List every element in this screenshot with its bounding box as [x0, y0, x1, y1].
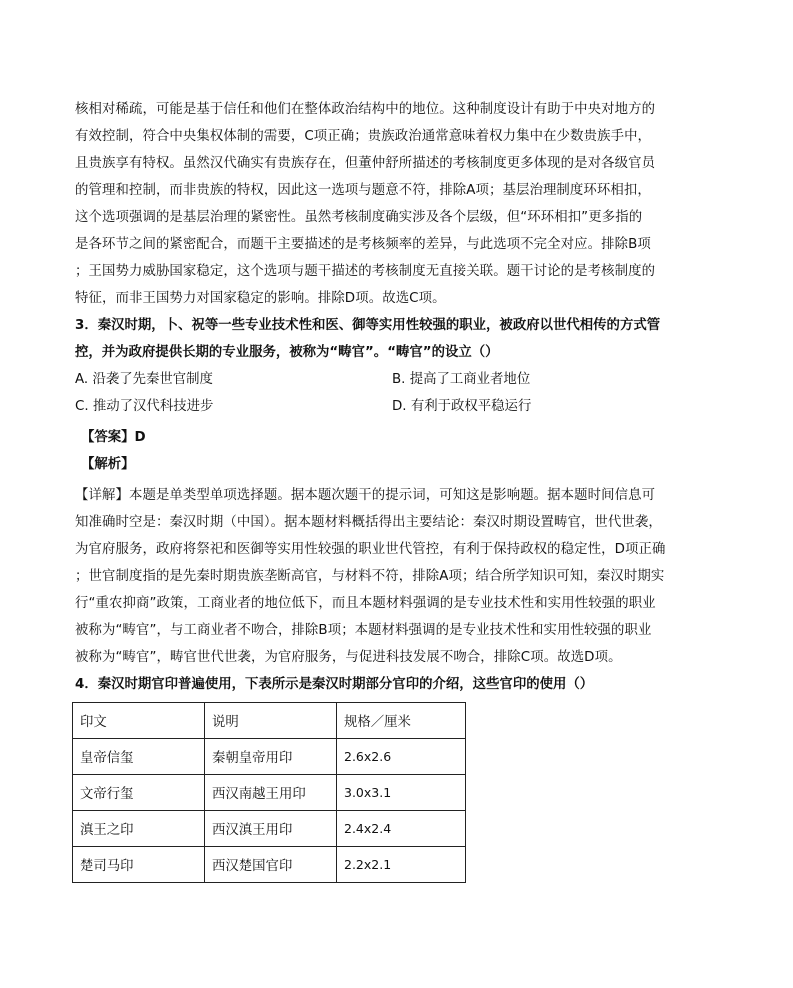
text-line: 行“重农抑商”政策，工商业者的地位低下，而且本题材料强调的是专业技术性和实用性较强的职业 — [75, 596, 656, 611]
table-cell: 3.0x3.1 — [337, 775, 466, 811]
question-stem-line: 3．秦汉时期，卜、祝等一些专业技术性和医、御等实用性较强的职业，被政府以世代相传的方式管 — [75, 318, 661, 333]
table-cell: 2.4x2.4 — [337, 811, 466, 847]
answer-options — [75, 366, 695, 420]
table-cell: 西汉楚国官印 — [205, 847, 337, 883]
text-line: 被称为“畴官”，与工商业者不吻合，排除B项；本题材料强调的是专业技术性和实用性较强的职业 — [75, 623, 652, 638]
table-cell: 2.2x2.1 — [337, 847, 466, 883]
continued-explanation — [75, 96, 695, 312]
column-header: 印文 — [73, 703, 205, 739]
answer-tag: 【答案】D — [81, 430, 146, 445]
text-line: 有效控制，符合中央集权体制的需要，C项正确；贵族政治通常意味着权力集中在少数贵族手中， — [75, 129, 652, 144]
table-row — [73, 775, 466, 811]
question-3 — [75, 312, 695, 671]
table-row — [73, 811, 466, 847]
text-line: ；世官制度指的是先秦时期贵族垄断高官，与材料不符，排除A项；结合所学知识可知，秦汉时期实 — [75, 569, 665, 584]
text-line: 知准确时空是：秦汉时期（中国）。据本题材料概括得出主要结论：秦汉时期设置畴官，世代世袭， — [75, 515, 662, 530]
text-line: 为官府服务，政府将祭祀和医御等实用性较强的职业世代管控，有利于保持政权的稳定性，D项正确 — [75, 542, 666, 557]
option-c: C. 推动了汉代科技进步 — [75, 399, 214, 414]
text-line: ；王国势力威胁国家稳定，这个选项与题干描述的考核制度无直接关联。题干讨论的是考核制度的 — [75, 264, 656, 279]
text-line: 的管理和控制，而非贵族的特权，因此这一选项与题意不符，排除A项；基层治理制度环环相扣， — [75, 183, 651, 198]
document-page — [75, 96, 695, 883]
table-header-row — [73, 703, 466, 739]
table-row — [73, 847, 466, 883]
option-b: B. 提高了工商业者地位 — [392, 372, 531, 387]
analysis-tag: 【解析】 — [81, 457, 135, 472]
option-a: A. 沿袭了先秦世官制度 — [75, 372, 213, 387]
question-4 — [75, 671, 695, 883]
table-cell: 2.6x2.6 — [337, 739, 466, 775]
table-cell: 皇帝信玺 — [73, 739, 205, 775]
text-line: 被称为“畴官”，畴官世代世袭，为官府服务，与促进科技发展不吻合，排除C项。故选D项。 — [75, 650, 622, 665]
detailed-explanation — [75, 482, 695, 671]
text-line: 这个选项强调的是基层治理的紧密性。虽然考核制度确实涉及各个层级，但“环环相扣”更多指的 — [75, 210, 643, 225]
table-cell: 西汉滇王用印 — [205, 811, 337, 847]
question-stem: 4．秦汉时期官印普遍使用，下表所示是秦汉时期部分官印的介绍，这些官印的使用（） — [75, 677, 594, 692]
text-line: 【详解】本题是单类型单项选择题。据本题次题干的提示词，可知这是影响题。据本题时间信息可 — [75, 488, 656, 503]
table-cell: 滇王之印 — [73, 811, 205, 847]
table-row — [73, 739, 466, 775]
table-cell: 文帝行玺 — [73, 775, 205, 811]
table-cell: 楚司马印 — [73, 847, 205, 883]
column-header: 说明 — [205, 703, 337, 739]
text-line: 核相对稀疏，可能是基于信任和他们在整体政治结构中的地位。这种制度设计有助于中央对地方的 — [75, 102, 656, 117]
text-line: 是各环节之间的紧密配合，而题干主要描述的是考核频率的差异，与此选项不完全对应。排除B项 — [75, 237, 651, 252]
text-line: 且贵族享有特权。虽然汉代确实有贵族存在，但董仲舒所描述的考核制度更多体现的是对各级官员 — [75, 156, 656, 171]
text-line: 特征，而非王国势力对国家稳定的影响。排除D项。故选C项。 — [75, 291, 446, 306]
table-cell: 秦朝皇帝用印 — [205, 739, 337, 775]
seal-table — [72, 702, 466, 883]
table-cell: 西汉南越王用印 — [205, 775, 337, 811]
column-header: 规格／厘米 — [337, 703, 466, 739]
question-stem-line: 控，并为政府提供长期的专业服务，被称为“畴官”。“畴官”的设立（） — [75, 345, 499, 360]
option-d: D. 有利于政权平稳运行 — [392, 399, 532, 414]
